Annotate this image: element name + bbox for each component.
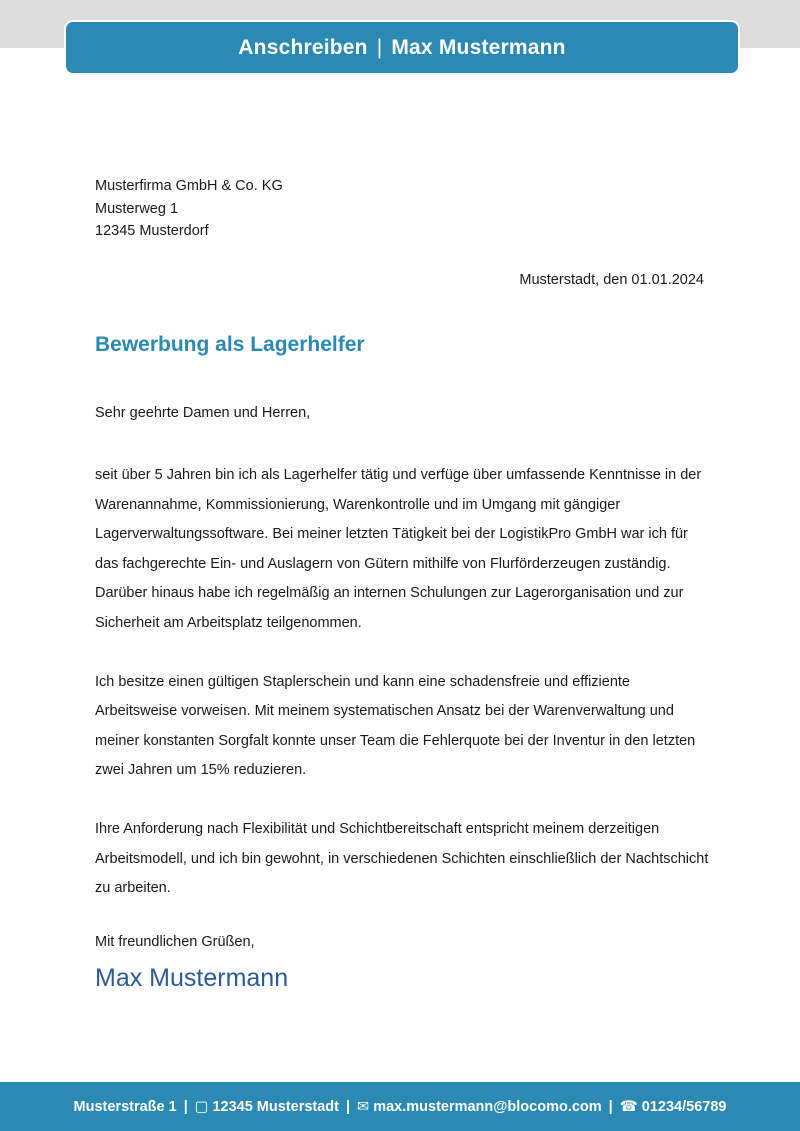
paragraph-experience: seit über 5 Jahren bin ich als Lagerhelfer tätig und verfüge über umfassende Kenntnisse in der Warenannahme, Kommissionierung, Warenkontrolle und im Umgang mit gängiger Lagerverwaltungssoftware. Bei meiner letzten Tätigkeit bei der LogistikPro GmbH war ich für das fachgerechte Ein- und Auslagern von Gütern mithilfe von Flurförderzeugen zuständig. Darüber hinaus habe ich regelmäßig an internen Schulungen zur Lagerorganisation und zur Sicherheit am Arbeitsplatz teilgenommen.: [95, 467, 702, 631]
footer-city: 12345 Musterstadt: [212, 1098, 339, 1115]
recipient-city: 12345 Musterdorf: [95, 223, 209, 239]
recipient-street: Musterweg 1: [95, 200, 179, 217]
header-name: Max Mustermann: [391, 35, 566, 59]
recipient-company: Musterfirma GmbH & Co. KG: [95, 178, 283, 194]
closing: Mit freundlichen Grüßen,: [95, 934, 255, 950]
footer-separator: |: [345, 1098, 351, 1115]
footer-address: Musterstraße 1: [73, 1098, 177, 1115]
telephone-icon: ☎: [619, 1098, 638, 1115]
salutation: Sehr geehrte Damen und Herren,: [95, 405, 311, 421]
paragraph-qualifications: Ich besitze einen gültigen Staplerschein und kann eine schadensfreie und effiziente Arbeitsweise vorweisen. Mit meinem systematischen Ansatz bei der Warenverwaltung und meiner konstanten Sorgfalt konnte unser Team die Fehlerquote bei der Inventur in den letzten zwei Jahren um 15% reduzieren.: [95, 673, 696, 778]
subject-heading: Bewerbung als Lagerhelfer: [95, 333, 365, 356]
recipient-address: [95, 175, 283, 243]
footer-phone: 01234/56789: [641, 1098, 727, 1115]
location-icon: ▢: [194, 1098, 209, 1115]
footer-separator: |: [608, 1098, 613, 1115]
date-line: Musterstadt, den 01.01.2024: [519, 272, 704, 288]
footer-email: max.mustermann@blocomo.com: [373, 1098, 602, 1115]
header-bar: [66, 22, 738, 73]
paragraph-flexibility: Ihre Anforderung nach Flexibilität und Schichtbereitschaft entspricht meinem derzeitigen Arbeitsmodell, und ich bin gewohnt, in verschiedenen Schichten einschließlich der Nachtschicht zu arbeiten.: [95, 821, 709, 896]
header-separator: |: [376, 35, 383, 59]
letter-body: [95, 461, 715, 933]
signature: Max Mustermann: [95, 964, 289, 992]
footer-separator: |: [183, 1098, 188, 1115]
footer-bar: [0, 1082, 800, 1131]
header-title: Anschreiben: [238, 35, 368, 59]
envelope-icon: ✉: [357, 1098, 370, 1115]
